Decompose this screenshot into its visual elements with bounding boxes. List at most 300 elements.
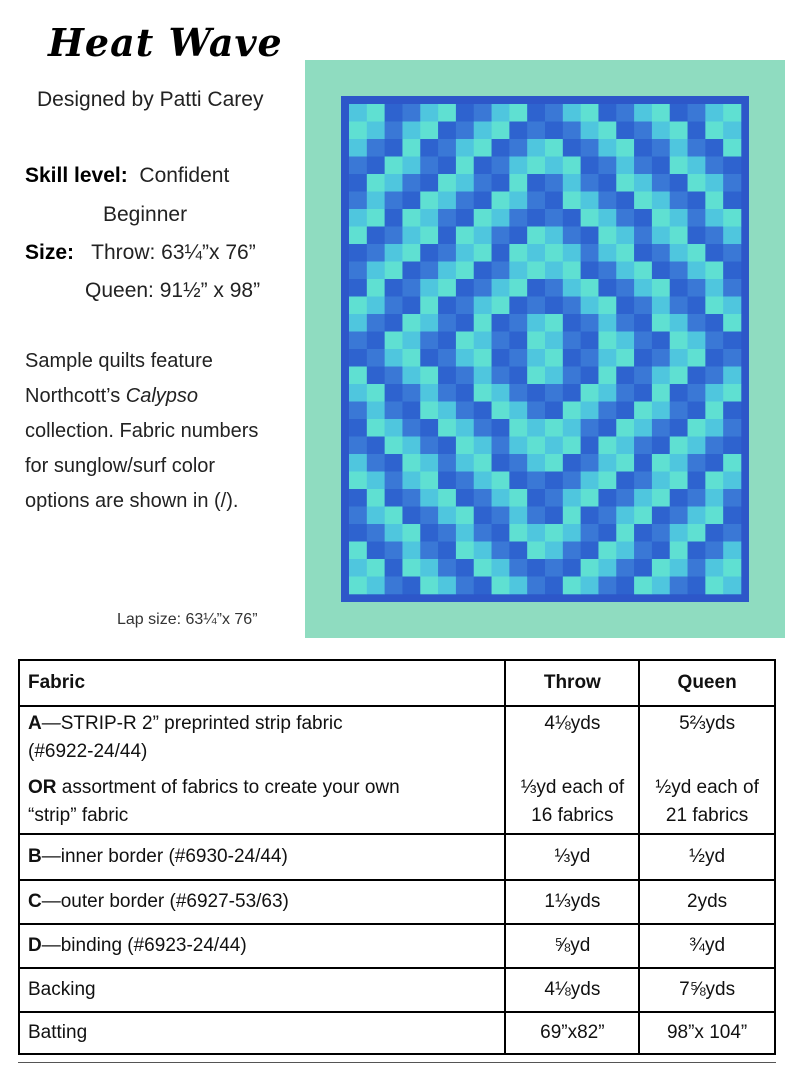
quilt-block [616, 472, 634, 490]
quilt-block [349, 314, 367, 332]
quilt-block [349, 279, 367, 297]
quilt-block [527, 192, 545, 210]
quilt-block [705, 559, 723, 577]
row-a-throw: 4⅛yds ⅓yd each of 16 fabrics [505, 706, 639, 834]
quilt-block [349, 402, 367, 420]
quilt-block [349, 507, 367, 525]
quilt-block [385, 489, 403, 507]
quilt-block [652, 174, 670, 192]
quilt-block [670, 244, 688, 262]
quilt-block [385, 192, 403, 210]
quilt-block [420, 157, 438, 175]
quilt-block [563, 384, 581, 402]
quilt-block [670, 192, 688, 210]
quilt-block [456, 577, 474, 595]
quilt-block [670, 472, 688, 490]
quilt-block [402, 542, 420, 560]
quilt-block [456, 314, 474, 332]
quilt-block [456, 209, 474, 227]
quilt-block [670, 104, 688, 122]
quilt-block [598, 104, 616, 122]
quilt-block [367, 524, 385, 542]
quilt-block [367, 209, 385, 227]
quilt-block [349, 367, 367, 385]
quilt-block [581, 297, 599, 315]
quilt-block [634, 209, 652, 227]
quilt-block [581, 227, 599, 245]
quilt-block [723, 314, 741, 332]
quilt-block [670, 297, 688, 315]
quilt-block [492, 419, 510, 437]
quilt-block [616, 209, 634, 227]
quilt-block [670, 507, 688, 525]
quilt-block [616, 104, 634, 122]
quilt-block [492, 332, 510, 350]
row-batting-queen: 98”x 104” [639, 1012, 775, 1054]
quilt-block [688, 367, 706, 385]
quilt-block [563, 454, 581, 472]
quilt-block [474, 577, 492, 595]
quilt-block [705, 472, 723, 490]
quilt-block [385, 227, 403, 245]
row-backing-fabric: Backing [19, 968, 505, 1012]
quilt-block [385, 349, 403, 367]
quilt-block [420, 244, 438, 262]
quilt-block [456, 542, 474, 560]
quilt-block [367, 489, 385, 507]
quilt-block [492, 542, 510, 560]
header-throw: Throw [505, 660, 639, 706]
quilt-block [652, 349, 670, 367]
quilt-block [385, 122, 403, 140]
quilt-block [563, 279, 581, 297]
quilt-block [634, 122, 652, 140]
quilt-block [634, 489, 652, 507]
quilt-block [581, 244, 599, 262]
quilt-block [563, 507, 581, 525]
row-batting-throw: 69”x82” [505, 1012, 639, 1054]
quilt-block [509, 384, 527, 402]
quilt-block [402, 419, 420, 437]
quilt-block [402, 577, 420, 595]
quilt-block [367, 332, 385, 350]
quilt-block [545, 524, 563, 542]
row-b-throw: ⅓yd [505, 834, 639, 880]
quilt-block [438, 262, 456, 280]
quilt-block [670, 227, 688, 245]
quilt-block [456, 227, 474, 245]
quilt-block [705, 227, 723, 245]
quilt-block [581, 472, 599, 490]
quilt-block [670, 489, 688, 507]
quilt-block [616, 139, 634, 157]
quilt-block [456, 367, 474, 385]
quilt-block [723, 209, 741, 227]
size-throw: Throw: 63¼”x 76” [91, 241, 256, 264]
quilt-block [616, 367, 634, 385]
table-row [19, 706, 775, 834]
quilt-block [545, 472, 563, 490]
quilt-block [545, 402, 563, 420]
quilt-block [474, 227, 492, 245]
quilt-block [438, 209, 456, 227]
quilt-block [420, 227, 438, 245]
quilt-block [705, 192, 723, 210]
quilt-block [581, 279, 599, 297]
quilt-block [527, 122, 545, 140]
quilt-block [688, 262, 706, 280]
quilt-block [492, 472, 510, 490]
quilt-block [492, 367, 510, 385]
quilt-block [402, 157, 420, 175]
quilt-block [688, 192, 706, 210]
quilt-block [492, 279, 510, 297]
quilt-block [509, 192, 527, 210]
quilt-block [652, 122, 670, 140]
quilt-block [598, 454, 616, 472]
quilt-block [688, 437, 706, 455]
quilt-block [634, 542, 652, 560]
quilt-block [527, 577, 545, 595]
quilt-block [474, 279, 492, 297]
quilt-block [385, 577, 403, 595]
quilt-block [456, 489, 474, 507]
quilt-block [420, 332, 438, 350]
quilt-block [705, 209, 723, 227]
quilt-block [509, 542, 527, 560]
quilt-block [420, 542, 438, 560]
quilt-block [509, 122, 527, 140]
quilt-block [492, 384, 510, 402]
quilt-block [545, 174, 563, 192]
quilt-block [402, 192, 420, 210]
quilt-block [367, 139, 385, 157]
quilt-block [402, 297, 420, 315]
quilt-block [438, 104, 456, 122]
quilt-block [367, 227, 385, 245]
quilt-block [688, 122, 706, 140]
row-a-queen: 5⅔yds ½yd each of 21 fabrics [639, 706, 775, 834]
row-a-fabric: A—STRIP-R 2” preprinted strip fabric (#6922-24/44) OR assortment of fabrics to create your own “strip” fabric [19, 706, 505, 834]
quilt-block [688, 507, 706, 525]
quilt-block [563, 437, 581, 455]
quilt-block [527, 384, 545, 402]
quilt-block [705, 454, 723, 472]
quilt-block [492, 209, 510, 227]
quilt-block [581, 122, 599, 140]
quilt-block [616, 314, 634, 332]
quilt-block [634, 244, 652, 262]
quilt-block [634, 367, 652, 385]
quilt-block [420, 122, 438, 140]
quilt-block [581, 507, 599, 525]
quilt-block [634, 104, 652, 122]
quilt-block [652, 577, 670, 595]
quilt-block [420, 192, 438, 210]
quilt-block [402, 104, 420, 122]
quilt-block [474, 192, 492, 210]
quilt-block [474, 139, 492, 157]
quilt-block [634, 524, 652, 542]
quilt-block [688, 454, 706, 472]
quilt-block [492, 262, 510, 280]
quilt-block [563, 419, 581, 437]
quilt-block [598, 542, 616, 560]
quilt-block [527, 244, 545, 262]
quilt-block [367, 559, 385, 577]
quilt-block [616, 227, 634, 245]
quilt-block [438, 192, 456, 210]
quilt-block [723, 122, 741, 140]
quilt-block [492, 454, 510, 472]
quilt-block [349, 139, 367, 157]
quilt-block [438, 507, 456, 525]
quilt-block [670, 402, 688, 420]
quilt-block [438, 122, 456, 140]
quilt-block [367, 244, 385, 262]
quilt-block [349, 437, 367, 455]
quilt-block [349, 419, 367, 437]
quilt-block [367, 384, 385, 402]
quilt-block [598, 314, 616, 332]
description-line: Northcott’s Calypso [25, 385, 199, 407]
quilt-block [349, 122, 367, 140]
description-line: collection. Fabric numbers [25, 420, 259, 442]
quilt-block [688, 139, 706, 157]
quilt-block [705, 507, 723, 525]
quilt-block [527, 314, 545, 332]
quilt-block [545, 367, 563, 385]
quilt-block [545, 227, 563, 245]
quilt-block [670, 349, 688, 367]
quilt-block [367, 577, 385, 595]
quilt-block [527, 262, 545, 280]
pattern-title: Heat Wave [48, 20, 283, 65]
quilt-block [545, 122, 563, 140]
quilt-block [705, 332, 723, 350]
quilt-block [545, 542, 563, 560]
quilt-block [385, 209, 403, 227]
table-row [19, 1012, 775, 1054]
description-line: options are shown in (/). [25, 490, 239, 512]
quilt-block [527, 419, 545, 437]
quilt-block [670, 454, 688, 472]
header-fabric: Fabric [19, 660, 505, 706]
quilt-block [402, 489, 420, 507]
quilt-block [581, 437, 599, 455]
quilt-block [634, 349, 652, 367]
header-queen: Queen [639, 660, 775, 706]
quilt-block [705, 437, 723, 455]
quilt-block [385, 174, 403, 192]
quilt-block [474, 122, 492, 140]
quilt-block [349, 489, 367, 507]
quilt-block [474, 437, 492, 455]
quilt-block [670, 367, 688, 385]
quilt-block [367, 174, 385, 192]
quilt-block [634, 559, 652, 577]
quilt-block [598, 349, 616, 367]
quilt-block [598, 279, 616, 297]
quilt-block [688, 297, 706, 315]
quilt-block [474, 262, 492, 280]
quilt-block [652, 454, 670, 472]
quilt-block [581, 384, 599, 402]
quilt-block [705, 577, 723, 595]
quilt-block [723, 472, 741, 490]
quilt-block [563, 174, 581, 192]
quilt-block [492, 559, 510, 577]
quilt-block [402, 454, 420, 472]
quilt-block [545, 559, 563, 577]
quilt-block [634, 262, 652, 280]
quilt-block [563, 542, 581, 560]
quilt-block [598, 384, 616, 402]
quilt-block [385, 157, 403, 175]
quilt-block [581, 577, 599, 595]
quilt-block [492, 192, 510, 210]
quilt-block [402, 174, 420, 192]
quilt-block [634, 472, 652, 490]
quilt-block [509, 437, 527, 455]
quilt-block [652, 332, 670, 350]
quilt-block [598, 402, 616, 420]
quilt-block [402, 244, 420, 262]
quilt-block [670, 437, 688, 455]
quilt-block [723, 104, 741, 122]
quilt-block [509, 367, 527, 385]
quilt-block [652, 524, 670, 542]
quilt-block [616, 489, 634, 507]
table-row [19, 924, 775, 968]
quilt-block [723, 419, 741, 437]
quilt-block [563, 157, 581, 175]
quilt-block [349, 454, 367, 472]
skill-label: Skill level: [25, 164, 128, 187]
row-backing-throw: 4⅛yds [505, 968, 639, 1012]
quilt-block [688, 174, 706, 192]
quilt-block [385, 139, 403, 157]
quilt-block [474, 489, 492, 507]
quilt-block [420, 437, 438, 455]
quilt-block [402, 332, 420, 350]
quilt-block [385, 297, 403, 315]
size-throw-row [25, 241, 256, 265]
quilt-block [634, 157, 652, 175]
quilt-block [456, 402, 474, 420]
quilt-block [420, 314, 438, 332]
quilt-block [385, 507, 403, 525]
quilt-block [438, 559, 456, 577]
quilt-block [349, 332, 367, 350]
quilt-block [652, 419, 670, 437]
quilt-block [402, 367, 420, 385]
quilt-block [688, 419, 706, 437]
quilt-block [420, 349, 438, 367]
quilt-block [420, 454, 438, 472]
quilt-block [438, 279, 456, 297]
quilt-block [349, 104, 367, 122]
quilt-block [385, 367, 403, 385]
quilt-block [723, 244, 741, 262]
quilt-block [581, 104, 599, 122]
quilt-block [563, 332, 581, 350]
row-b-queen: ½yd [639, 834, 775, 880]
quilt-block [474, 174, 492, 192]
quilt-block [385, 437, 403, 455]
quilt-block [616, 384, 634, 402]
row-c-throw: 1⅓yds [505, 880, 639, 924]
quilt-block [598, 262, 616, 280]
quilt-block [688, 314, 706, 332]
quilt-block [545, 419, 563, 437]
quilt-block [509, 279, 527, 297]
quilt-block [474, 209, 492, 227]
quilt-block [598, 244, 616, 262]
quilt-block [385, 384, 403, 402]
quilt-block [349, 244, 367, 262]
quilt-block [616, 577, 634, 595]
quilt-block [563, 524, 581, 542]
quilt-block [367, 454, 385, 472]
quilt-block [509, 262, 527, 280]
quilt-block [723, 437, 741, 455]
quilt-block [456, 454, 474, 472]
quilt-block [492, 437, 510, 455]
quilt-block [402, 437, 420, 455]
quilt-block [420, 507, 438, 525]
quilt-block [598, 332, 616, 350]
quilt-block [652, 314, 670, 332]
quilt-block [402, 524, 420, 542]
quilt-block [402, 384, 420, 402]
quilt-block [474, 507, 492, 525]
quilt-block [456, 507, 474, 525]
quilt-block [670, 332, 688, 350]
quilt-block [634, 507, 652, 525]
quilt-block [438, 542, 456, 560]
quilt-block [438, 297, 456, 315]
quilt-block [545, 454, 563, 472]
quilt-block [545, 209, 563, 227]
quilt-block [385, 542, 403, 560]
quilt-block [438, 402, 456, 420]
quilt-block [474, 349, 492, 367]
quilt-block [634, 577, 652, 595]
quilt-block [456, 384, 474, 402]
quilt-block [688, 104, 706, 122]
quilt-block [598, 139, 616, 157]
quilt-block [563, 297, 581, 315]
quilt-block [474, 332, 492, 350]
quilt-block [527, 507, 545, 525]
quilt-block [509, 524, 527, 542]
quilt-block [456, 524, 474, 542]
quilt-block [367, 472, 385, 490]
quilt-block [527, 104, 545, 122]
quilt-block [723, 349, 741, 367]
quilt-block [581, 192, 599, 210]
quilt-block [652, 437, 670, 455]
quilt-block [492, 577, 510, 595]
quilt-block [705, 104, 723, 122]
quilt-block [438, 489, 456, 507]
quilt-block [634, 139, 652, 157]
quilt-block [509, 419, 527, 437]
quilt-block [723, 507, 741, 525]
collection-name: Calypso [125, 385, 199, 407]
quilt-block [598, 209, 616, 227]
